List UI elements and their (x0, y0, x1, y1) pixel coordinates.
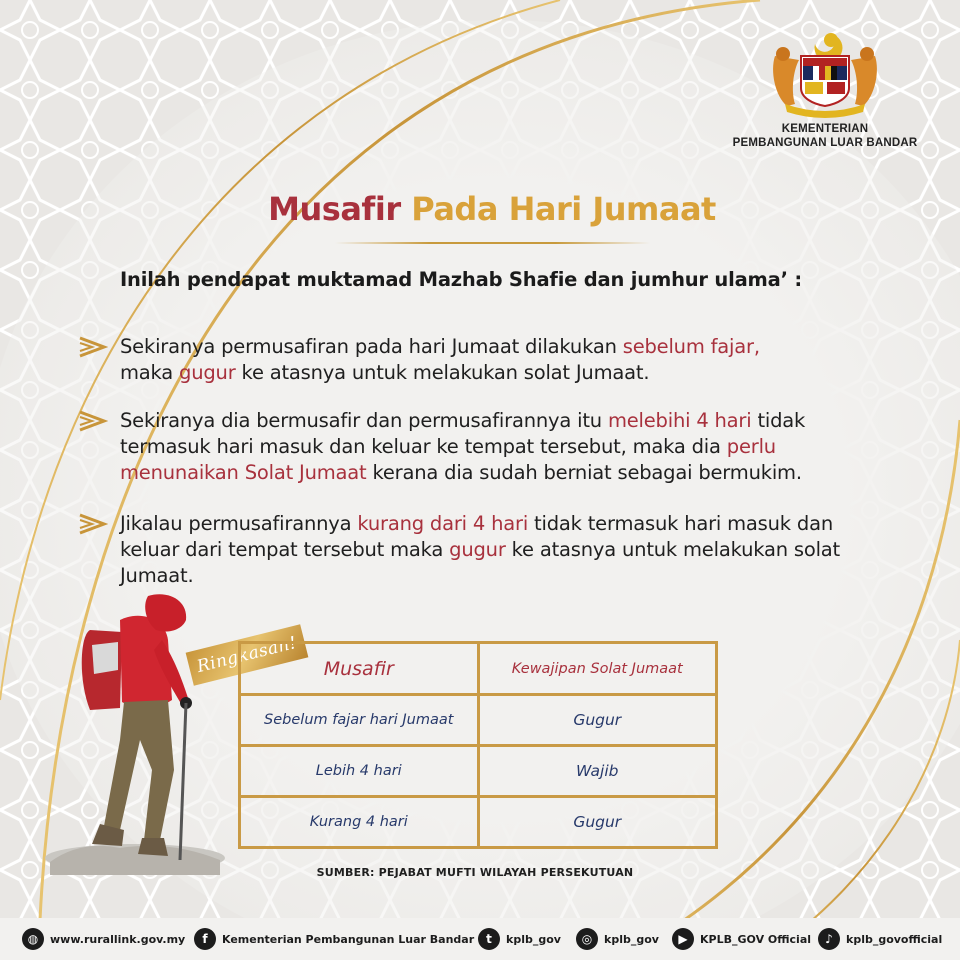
summary-table (238, 641, 718, 849)
point-text: tidak termasuk hari masuk dan keluar dari tempat tersebut maka (120, 512, 833, 561)
instagram-icon: ◎ (576, 928, 598, 950)
table-cell: Lebih 4 hari (240, 746, 479, 797)
point-highlight: perlu menunaikan Solat Jumaat (120, 435, 776, 484)
facebook-icon: f (194, 928, 216, 950)
point-text: maka (120, 361, 180, 384)
footer-instagram-text: kplb_gov (604, 932, 659, 946)
table-cell: Gugur (478, 797, 717, 848)
footer-website-text: www.rurallink.gov.my (50, 932, 186, 946)
table-cell: Gugur (478, 695, 717, 746)
ministry-name-line2: PEMBANGUNAN LUAR BANDAR (732, 137, 918, 149)
ministry-name (730, 122, 920, 150)
point-text: Sekiranya dia bermusafir dan permusafirannya itu (120, 409, 608, 432)
chevron-right-icon (78, 410, 108, 432)
chevron-right-icon (78, 513, 108, 535)
footer-tiktok-text: kplb_govofficial (846, 932, 943, 946)
globe-icon: ◍ (22, 928, 44, 950)
table-header-row (240, 643, 717, 695)
footer-youtube-link[interactable] (672, 928, 811, 950)
point-text: tidak termasuk hari masuk dan keluar ke tempat tersebut, maka dia (120, 409, 806, 458)
point-highlight: melebihi 4 hari (607, 409, 752, 432)
footer-instagram-link[interactable] (576, 928, 659, 950)
point-text: ke atasnya untuk melakukan solat Jumaat. (235, 361, 650, 384)
point-highlight: kurang dari 4 hari (357, 512, 529, 535)
chevron-right-icon (78, 336, 108, 358)
footer-facebook-text: Kementerian Pembangunan Luar Bandar (222, 932, 475, 946)
footer-youtube-text: KPLB_GOV Official (700, 932, 812, 946)
table-row (240, 746, 717, 797)
footer-tiktok-link[interactable] (818, 928, 942, 950)
point-text: kerana dia sudah berniat sebagai bermukim. (366, 461, 802, 484)
source-note: SUMBER: PEJABAT MUFTI WILAYAH PERSEKUTUAN (316, 866, 634, 879)
title-part2: Pada Hari Jumaat (411, 190, 716, 228)
point-1 (120, 334, 880, 386)
youtube-icon: ▶ (672, 928, 694, 950)
tiktok-icon: ♪ (818, 928, 840, 950)
point-text: Sekiranya permusafiran pada hari Jumaat dilakukan (120, 335, 623, 358)
table-header-kewajipan: Kewajipan Solat Jumaat (478, 643, 717, 695)
table-header-musafir: Musafir (240, 643, 479, 695)
table-cell: Kurang 4 hari (240, 797, 479, 848)
footer-bar (0, 920, 960, 960)
table-cell: Wajib (478, 746, 717, 797)
point-text: Jikalau permusafirannya (120, 512, 358, 535)
title-underline (335, 242, 650, 244)
table-row (240, 695, 717, 746)
table-row (240, 797, 717, 848)
footer-website-link[interactable] (22, 928, 185, 950)
title-part1: Musafir (268, 190, 401, 228)
twitter-icon: t (478, 928, 500, 950)
coat-of-arms-icon (765, 26, 885, 118)
point-3 (120, 511, 880, 589)
ministry-name-line1: KEMENTERIAN (781, 123, 869, 135)
page-title (0, 190, 960, 228)
table-cell: Sebelum fajar hari Jumaat (240, 695, 479, 746)
footer-twitter-text: kplb_gov (506, 932, 561, 946)
point-highlight: gugur (449, 538, 506, 561)
point-2 (120, 408, 880, 486)
intro-text: Inilah pendapat muktamad Mazhab Shafie dan jumhur ulama’ : (120, 268, 803, 291)
point-highlight: gugur (179, 361, 236, 384)
footer-twitter-link[interactable] (478, 928, 561, 950)
point-text: ke atasnya untuk melakukan solat Jumaat. (120, 538, 840, 587)
hiker-illustration (40, 590, 230, 875)
ministry-logo (730, 26, 920, 150)
summary-badge: Ringkasan! (186, 624, 309, 686)
footer-facebook-link[interactable] (194, 928, 474, 950)
point-highlight: sebelum fajar, (622, 335, 760, 358)
